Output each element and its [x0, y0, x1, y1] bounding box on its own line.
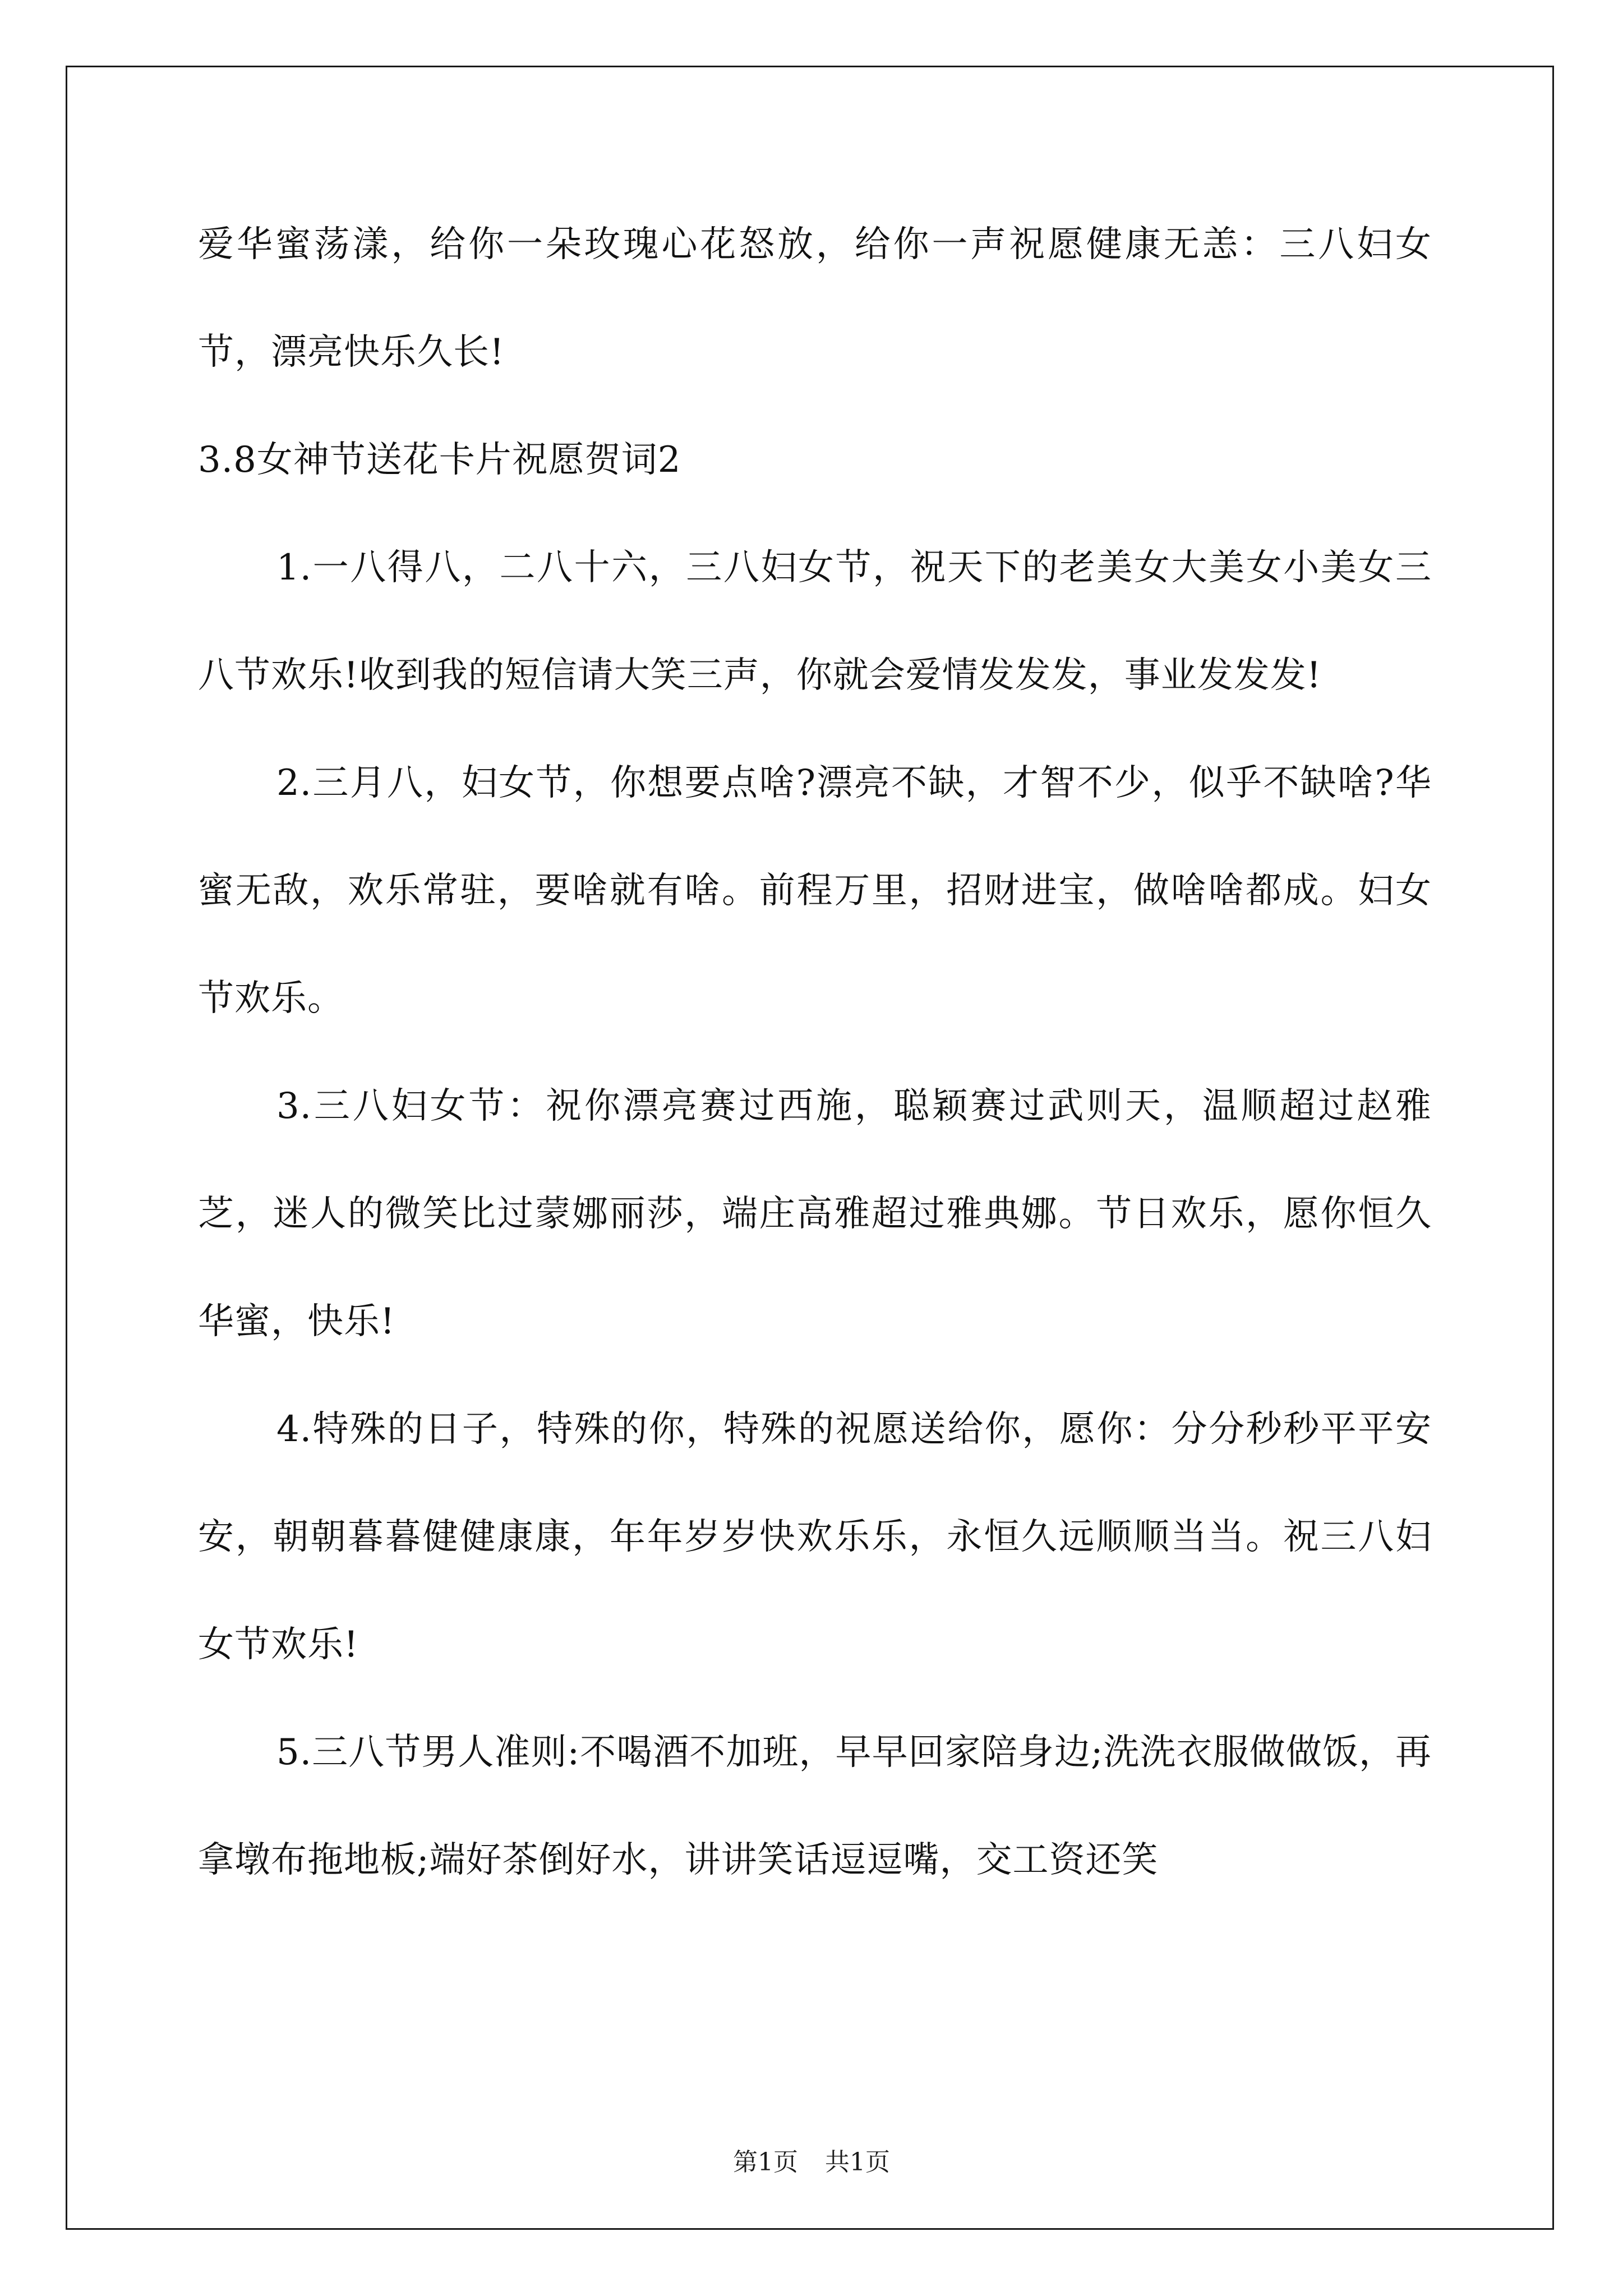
list-item: 2.三月八，妇女节，你想要点啥?漂亮不缺，才智不少，似乎不缺啥?华蜜无敌，欢乐常驻，要啥就有啥。前程万里，招财进宝，做啥啥都成。妇女节欢乐。: [198, 762, 1432, 1019]
section-heading: 3.8女神节送花卡片祝愿贺词2: [198, 439, 681, 481]
list-item: 3.三八妇女节：祝你漂亮赛过西施，聪颖赛过武则天，温顺超过赵雅芝，迷人的微笑比过蒙娜丽莎，端庄高雅超过雅典娜。节日欢乐，愿你恒久华蜜，快乐!: [198, 1085, 1432, 1342]
paragraph-continued: 爱华蜜荡漾，给你一朵玫瑰心花怒放，给你一声祝愿健康无恙：三八妇女节，漂亮快乐久长!: [198, 224, 1432, 373]
page-footer: [0, 2146, 1623, 2179]
list-item: 4.特殊的日子，特殊的你，特殊的祝愿送给你，愿你：分分秒秒平平安安，朝朝暮暮健健康康，年年岁岁快欢乐乐，永恒久远顺顺当当。祝三八妇女节欢乐!: [198, 1409, 1432, 1665]
list-item: 1.一八得八，二八十六，三八妇女节，祝天下的老美女大美女小美女三八节欢乐!收到我的短信请大笑三声，你就会爱情发发发，事业发发发!: [198, 547, 1432, 696]
page-number: 第1页: [733, 2148, 798, 2177]
list-item: 5.三八节男人准则:不喝酒不加班，早早回家陪身边;洗洗衣服做做饭，再拿墩布拖地板;端好茶倒好水，讲讲笑话逗逗嘴，交工资还笑: [198, 1732, 1432, 1881]
document-body: [198, 191, 1432, 1914]
page-total: 共1页: [825, 2148, 890, 2177]
